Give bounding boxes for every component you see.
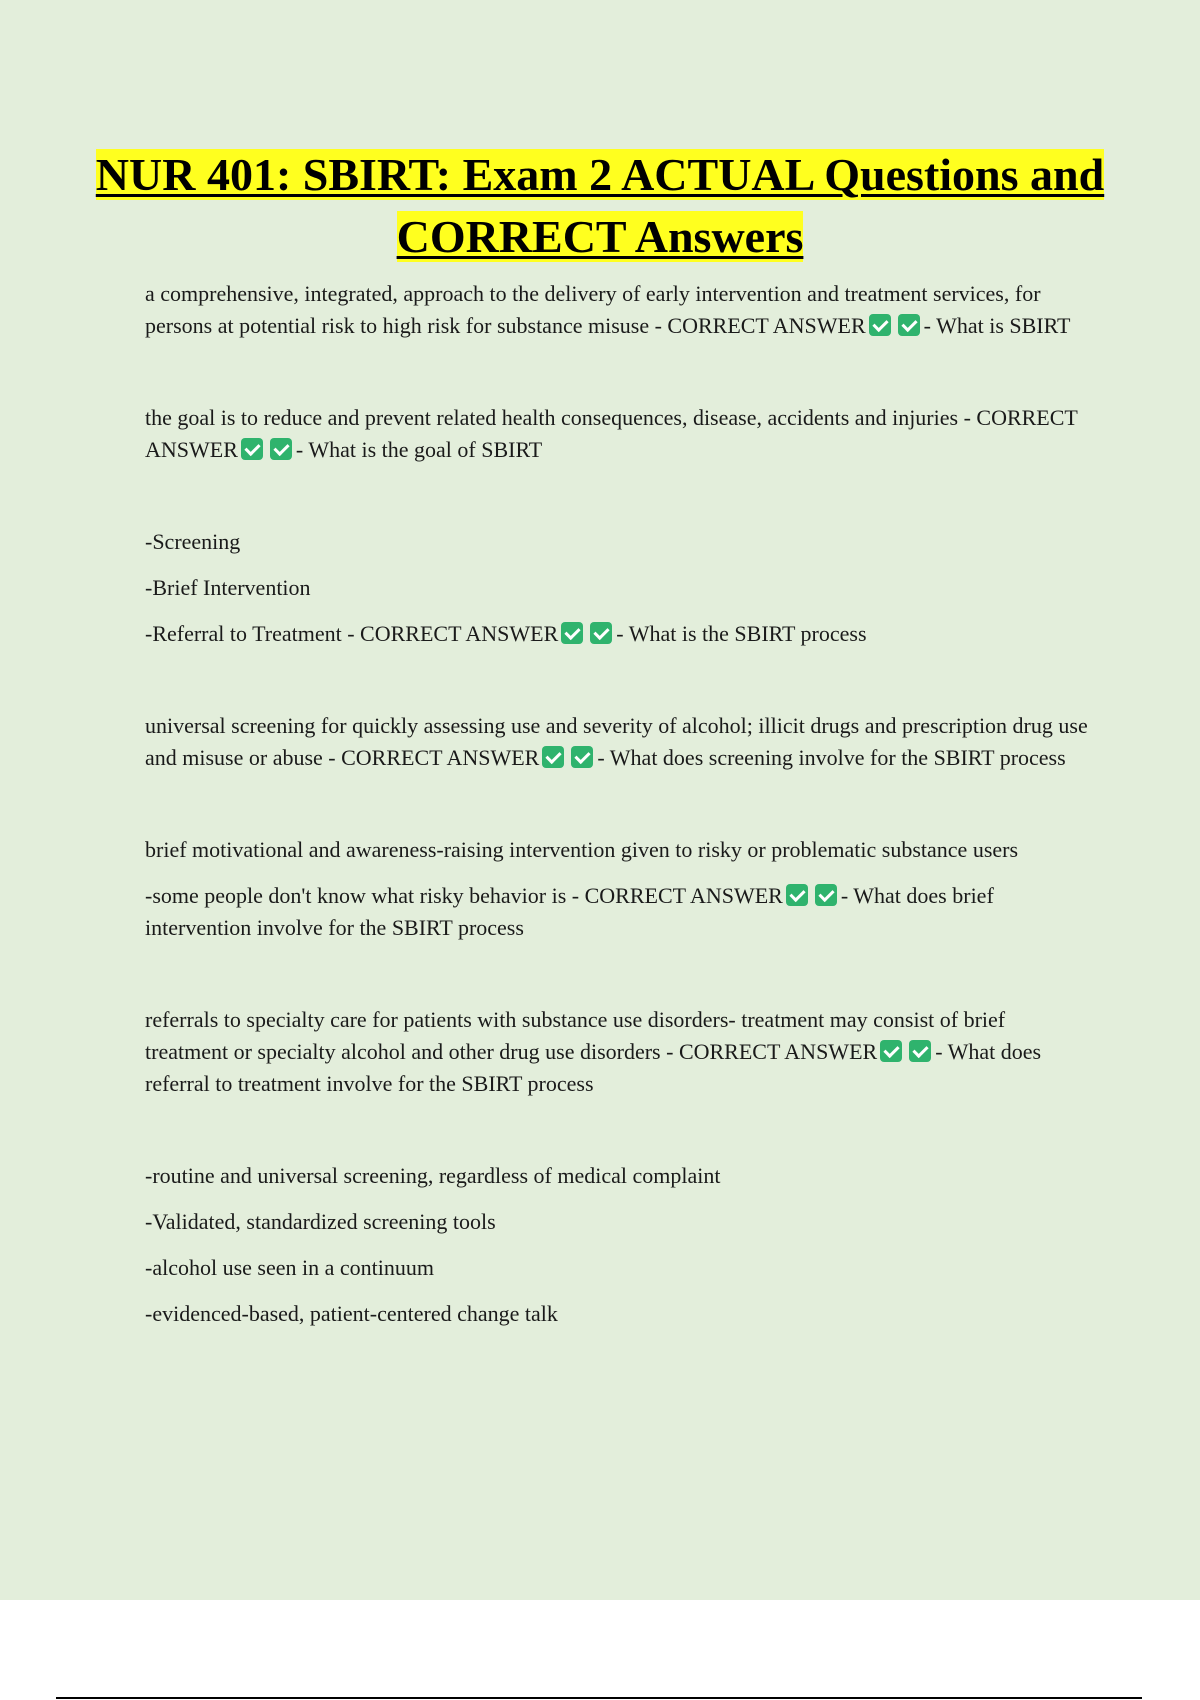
title-block [0, 144, 1200, 268]
answer-line [145, 834, 1090, 866]
answer-text: -Brief Intervention [145, 575, 311, 600]
answer-line [145, 278, 1090, 342]
check-mark-icon [786, 884, 808, 906]
qa-item [145, 526, 1090, 650]
qa-item [145, 402, 1090, 466]
question-text: - What does brief intervention involve for the SBIRT process [145, 883, 994, 940]
answer-line [145, 710, 1090, 774]
qa-item [145, 834, 1090, 944]
qa-content [145, 278, 1090, 1390]
answer-text: brief motivational and awareness-raising intervention given to risky or problematic substance users [145, 837, 1019, 862]
question-text: - What does referral to treatment involve for the SBIRT process [145, 1039, 1042, 1096]
question-text: - What is the SBIRT process [616, 621, 867, 646]
check-mark-icon [542, 746, 564, 768]
answer-line [145, 526, 1090, 558]
check-mark-icon [880, 1040, 902, 1062]
list-item: -Validated, standardized screening tools [145, 1209, 496, 1234]
answer-text: -Referral to Treatment - CORRECT ANSWER [145, 621, 559, 646]
qa-item [145, 278, 1090, 342]
check-mark-icon [869, 314, 891, 336]
answer-line [145, 880, 1090, 944]
check-mark-icon [898, 314, 920, 336]
question-text: - What does screening involve for the SBIRT process [597, 745, 1066, 770]
answer-text: referrals to specialty care for patients with substance use disorders- treatment may consist of brief treatment or specialty alcohol and other drug use disorders - CORRECT ANSWER [145, 1007, 1006, 1064]
answer-text: the goal is to reduce and prevent related health consequences, disease, accidents and injuries - CORRECT ANSWER [145, 405, 1078, 462]
check-mark-icon [561, 622, 583, 644]
question-text: - What is the goal of SBIRT [295, 437, 543, 462]
answer-line [145, 1004, 1090, 1100]
answer-line [145, 402, 1090, 466]
check-mark-icon [270, 438, 292, 460]
list-item: -routine and universal screening, regardless of medical complaint [145, 1163, 721, 1188]
qa-item [145, 710, 1090, 774]
check-mark-icon [815, 884, 837, 906]
qa-item [145, 1004, 1090, 1100]
answer-text: -Screening [145, 529, 241, 554]
answer-line [145, 618, 1090, 650]
question-text: - What is SBIRT [923, 313, 1071, 338]
answer-line [145, 572, 1090, 604]
list-item: -alcohol use seen in a continuum [145, 1255, 434, 1280]
document-title: NUR 401: SBIRT: Exam 2 ACTUAL Questions and CORRECT Answers [95, 149, 1105, 262]
answer-text: universal screening for quickly assessing use and severity of alcohol; illicit drugs and prescription drug use and misuse or abuse - CORRECT ANSWER [145, 713, 1088, 770]
footer-divider [56, 1697, 1142, 1699]
list-item: -evidenced-based, patient-centered change talk [145, 1301, 558, 1326]
trailing-list [145, 1160, 1090, 1330]
check-mark-icon [571, 746, 593, 768]
check-mark-icon [241, 438, 263, 460]
answer-text: -some people don't know what risky behavior is - CORRECT ANSWER [145, 883, 783, 908]
check-mark-icon [909, 1040, 931, 1062]
answer-text: a comprehensive, integrated, approach to the delivery of early intervention and treatment services, for persons at potential risk to high risk for substance misuse - CORRECT ANSWER [145, 281, 1041, 338]
check-mark-icon [590, 622, 612, 644]
